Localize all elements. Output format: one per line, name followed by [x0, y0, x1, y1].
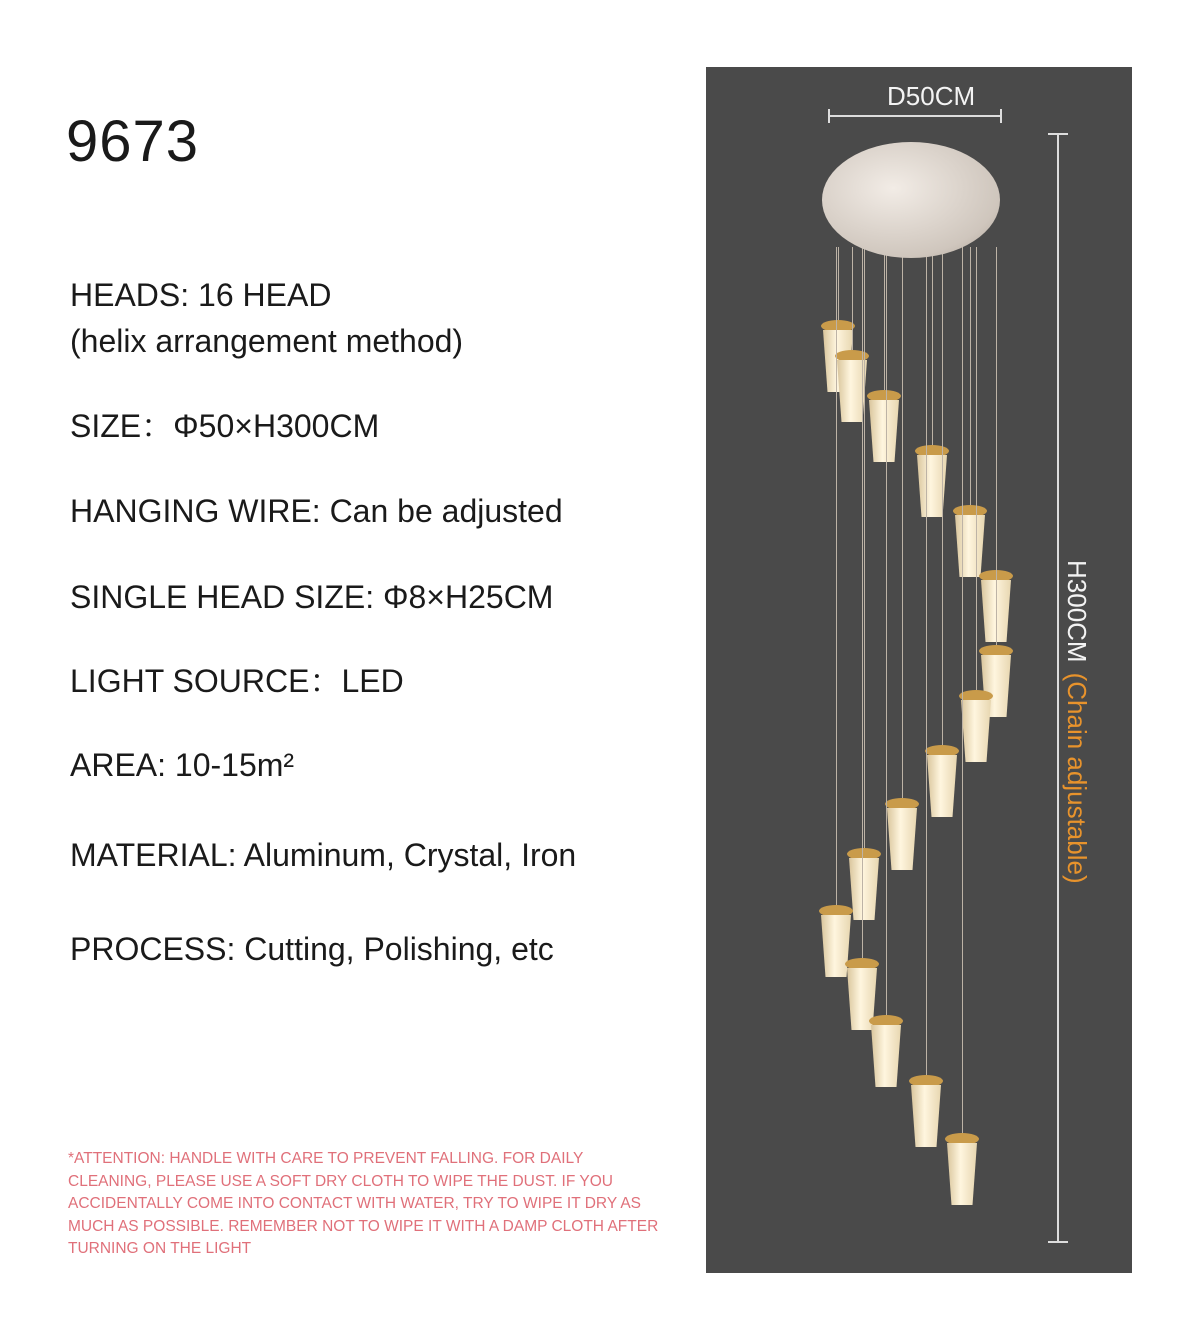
crystal-pendant	[821, 915, 851, 977]
pendant-wire	[836, 247, 837, 905]
pendant-wire	[996, 247, 997, 645]
pendant-wire	[864, 247, 865, 848]
pendant-wire	[886, 247, 887, 1015]
crystal-pendant	[869, 400, 899, 462]
crystal-pendant	[871, 1025, 901, 1087]
crystal-pendant	[947, 1143, 977, 1205]
spec-single-head-size: SINGLE HEAD SIZE: Φ8×H25CM	[70, 579, 554, 615]
height-dimension-line	[1057, 133, 1059, 1243]
crystal-pendant	[955, 515, 985, 577]
ceiling-canopy	[822, 142, 1000, 258]
spec-light-source: LIGHT SOURCE：LED	[70, 663, 404, 699]
attention-notice: *ATTENTION: HANDLE WITH CARE TO PREVENT FALLING. FOR DAILY CLEANING, PLEASE USE A SOFT DRY CLOTH TO WIPE THE DUST. IF YOU ACCIDENTALLY COME INTO CONTACT WITH WATER, TRY TO WIPE IT DRY AS MUCH AS POSSIBLE. REMEMBER NOT TO WIPE IT WITH A DAMP CLOTH AFTER TURNING ON THE LIGHT	[68, 1150, 659, 1258]
spec-material: MATERIAL: Aluminum, Crystal, Iron	[70, 837, 577, 873]
spec-process: PROCESS: Cutting, Polishing, etc	[70, 931, 554, 967]
spec-area: AREA: 10-15m²	[70, 747, 295, 783]
crystal-pendant	[961, 700, 991, 762]
spec-size: SIZE：Φ50×H300CM	[70, 408, 380, 444]
height-label: H300CM(Chain adjustable)	[1062, 560, 1092, 884]
diameter-dimension-line	[828, 115, 1002, 117]
crystal-pendant	[927, 755, 957, 817]
pendant-wire	[932, 247, 933, 445]
pendant-wire	[884, 247, 885, 390]
crystal-pendant	[911, 1085, 941, 1147]
product-diagram	[706, 67, 1132, 1273]
pendant-wire	[852, 247, 853, 350]
diameter-label: D50CM	[887, 81, 976, 111]
crystal-pendant	[849, 858, 879, 920]
pendant-wire	[838, 247, 839, 320]
pendant-wire	[862, 247, 863, 958]
pendant-wire	[962, 247, 963, 1133]
model-number: 9673	[66, 109, 200, 174]
spec-heads: HEADS: 16 HEAD	[70, 277, 332, 313]
pendant-wire	[970, 247, 971, 505]
spec-hanging-wire: HANGING WIRE: Can be adjusted	[70, 493, 563, 529]
pendant-wire	[976, 247, 977, 690]
pendant-wire	[942, 247, 943, 745]
crystal-pendant	[887, 808, 917, 870]
pendant-wire	[926, 247, 927, 1075]
spec-heads-note: (helix arrangement method)	[70, 323, 464, 359]
pendant-wire	[902, 247, 903, 798]
